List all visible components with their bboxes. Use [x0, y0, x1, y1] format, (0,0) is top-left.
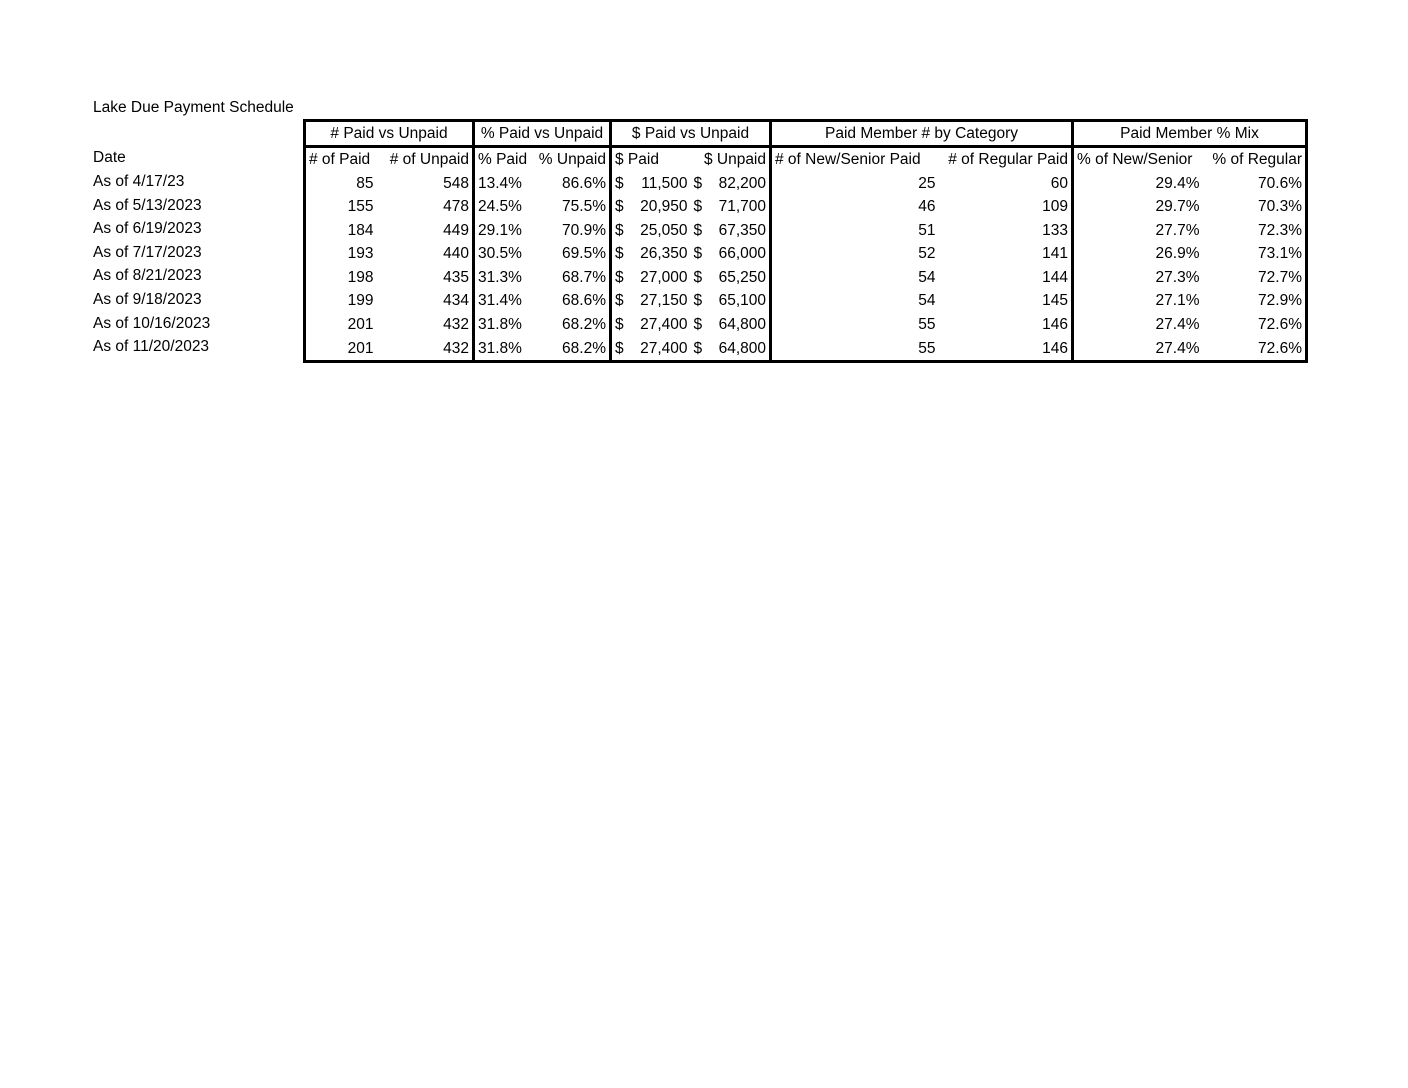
currency-symbol: $	[693, 174, 703, 192]
cell-num-unpaid: 449	[377, 219, 474, 243]
cell-usd-unpaid	[691, 219, 771, 243]
cell-num-paid: 155	[305, 195, 377, 219]
group-percent-header: % Paid vs Unpaid	[474, 121, 611, 147]
cell-pct-new-senior: 27.4%	[1073, 337, 1203, 362]
date-cell: As of 5/13/2023	[93, 196, 202, 214]
cell-num-paid: 85	[305, 172, 377, 196]
cell-new-senior-paid: 54	[771, 289, 939, 313]
group-header-row	[305, 121, 1307, 147]
cell-num-unpaid: 434	[377, 289, 474, 313]
cell-num-paid: 201	[305, 337, 377, 362]
group-count-header: # Paid vs Unpaid	[305, 121, 474, 147]
table-row	[305, 289, 1307, 313]
cell-pct-paid: 31.4%	[474, 289, 532, 313]
cell-usd-paid	[611, 219, 691, 243]
cell-pct-new-senior: 29.4%	[1073, 172, 1203, 196]
cell-usd-unpaid	[691, 313, 771, 337]
cell-pct-unpaid: 68.2%	[532, 337, 611, 362]
cell-usd-unpaid	[691, 172, 771, 196]
cell-new-senior-paid: 54	[771, 266, 939, 290]
date-cell: As of 10/16/2023	[93, 314, 211, 332]
currency-value: 66,000	[718, 245, 766, 263]
cell-new-senior-paid: 46	[771, 195, 939, 219]
payment-table	[303, 119, 1308, 363]
col-new-senior-paid: # of New/Senior Paid	[771, 147, 939, 172]
cell-usd-unpaid	[691, 337, 771, 362]
cell-regular-paid: 145	[939, 289, 1073, 313]
column-header-row	[305, 147, 1307, 172]
col-num-unpaid: # of Unpaid	[377, 147, 474, 172]
cell-usd-unpaid	[691, 242, 771, 266]
date-cell: As of 4/17/23	[93, 173, 185, 190]
cell-pct-paid: 13.4%	[474, 172, 532, 196]
currency-value: 64,800	[718, 316, 766, 334]
table-body	[305, 172, 1307, 362]
table-row	[305, 337, 1307, 362]
cell-num-unpaid: 548	[377, 172, 474, 196]
date-cell: As of 7/17/2023	[93, 243, 202, 261]
currency-symbol: $	[615, 339, 624, 357]
currency-value: 11,500	[641, 174, 688, 192]
cell-pct-paid: 31.3%	[474, 266, 532, 290]
date-cells	[93, 170, 303, 359]
cell-pct-paid: 24.5%	[474, 195, 532, 219]
cell-pct-unpaid: 70.9%	[532, 219, 611, 243]
table-row	[305, 266, 1307, 290]
currency-symbol: $	[615, 245, 624, 263]
col-usd-unpaid: $ Unpaid	[691, 147, 771, 172]
currency-symbol: $	[693, 245, 703, 263]
cell-pct-unpaid: 86.6%	[532, 172, 611, 196]
currency-symbol: $	[693, 316, 703, 334]
currency-value: 27,000	[640, 268, 688, 286]
table-row	[305, 242, 1307, 266]
table-row	[305, 313, 1307, 337]
cell-usd-paid	[611, 289, 691, 313]
cell-num-paid: 193	[305, 242, 377, 266]
currency-value: 65,100	[718, 292, 766, 310]
date-cell: As of 11/20/2023	[93, 338, 210, 356]
cell-regular-paid: 133	[939, 219, 1073, 243]
cell-num-paid: 201	[305, 313, 377, 337]
cell-pct-new-senior: 27.1%	[1073, 289, 1203, 313]
cell-pct-regular: 72.7%	[1203, 266, 1307, 290]
currency-symbol: $	[693, 339, 703, 357]
date-column	[93, 145, 303, 359]
cell-pct-paid: 31.8%	[474, 313, 532, 337]
currency-symbol: $	[693, 268, 703, 286]
cell-num-unpaid: 478	[377, 195, 474, 219]
cell-regular-paid: 60	[939, 172, 1073, 196]
currency-symbol: $	[693, 198, 703, 216]
cell-pct-regular: 72.3%	[1203, 219, 1307, 243]
currency-value: 27,150	[640, 292, 688, 310]
currency-symbol: $	[615, 198, 624, 216]
table-row	[305, 219, 1307, 243]
cell-regular-paid: 146	[939, 313, 1073, 337]
currency-value: 20,950	[640, 198, 688, 216]
currency-value: 65,250	[718, 268, 766, 286]
col-pct-regular: % of Regular	[1203, 147, 1307, 172]
cell-pct-new-senior: 27.7%	[1073, 219, 1203, 243]
cell-regular-paid: 141	[939, 242, 1073, 266]
currency-symbol: $	[615, 268, 624, 286]
cell-new-senior-paid: 51	[771, 219, 939, 243]
group-category-header: Paid Member # by Category	[771, 121, 1073, 147]
cell-pct-regular: 70.3%	[1203, 195, 1307, 219]
cell-pct-unpaid: 69.5%	[532, 242, 611, 266]
currency-symbol: $	[693, 221, 703, 239]
currency-value: 27,400	[640, 316, 688, 334]
currency-symbol: $	[615, 221, 624, 239]
cell-num-paid: 184	[305, 219, 377, 243]
cell-num-unpaid: 432	[377, 313, 474, 337]
cell-pct-regular: 72.6%	[1203, 337, 1307, 362]
col-pct-paid: % Paid	[474, 147, 532, 172]
cell-usd-paid	[611, 172, 691, 196]
cell-pct-unpaid: 68.6%	[532, 289, 611, 313]
cell-usd-unpaid	[691, 289, 771, 313]
cell-pct-new-senior: 26.9%	[1073, 242, 1203, 266]
cell-new-senior-paid: 25	[771, 172, 939, 196]
currency-value: 82,200	[718, 174, 766, 192]
currency-value: 67,350	[718, 221, 766, 239]
cell-usd-unpaid	[691, 195, 771, 219]
cell-num-paid: 199	[305, 289, 377, 313]
date-cell: As of 6/19/2023	[93, 220, 202, 238]
date-cell: As of 8/21/2023	[93, 267, 202, 285]
cell-regular-paid: 109	[939, 195, 1073, 219]
date-cell: As of 9/18/2023	[93, 290, 202, 308]
date-header: Date	[93, 149, 126, 166]
currency-symbol: $	[615, 174, 624, 192]
cell-usd-paid	[611, 313, 691, 337]
cell-pct-regular: 70.6%	[1203, 172, 1307, 196]
cell-pct-unpaid: 75.5%	[532, 195, 611, 219]
cell-pct-regular: 72.9%	[1203, 289, 1307, 313]
cell-usd-paid	[611, 266, 691, 290]
sheet-title: Lake Due Payment Schedule	[93, 99, 294, 116]
currency-value: 27,400	[640, 339, 688, 357]
col-pct-unpaid: % Unpaid	[532, 147, 611, 172]
col-num-paid: # of Paid	[305, 147, 377, 172]
cell-regular-paid: 146	[939, 337, 1073, 362]
cell-pct-regular: 72.6%	[1203, 313, 1307, 337]
cell-usd-unpaid	[691, 266, 771, 290]
currency-value: 26,350	[640, 245, 688, 263]
table-row	[305, 195, 1307, 219]
col-regular-paid: # of Regular Paid	[939, 147, 1073, 172]
cell-new-senior-paid: 52	[771, 242, 939, 266]
cell-pct-unpaid: 68.2%	[532, 313, 611, 337]
cell-pct-new-senior: 29.7%	[1073, 195, 1203, 219]
group-dollars-header: $ Paid vs Unpaid	[611, 121, 771, 147]
cell-pct-regular: 73.1%	[1203, 242, 1307, 266]
cell-pct-unpaid: 68.7%	[532, 266, 611, 290]
group-mix-header: Paid Member % Mix	[1073, 121, 1307, 147]
cell-num-unpaid: 432	[377, 337, 474, 362]
cell-num-paid: 198	[305, 266, 377, 290]
cell-regular-paid: 144	[939, 266, 1073, 290]
currency-value: 25,050	[640, 221, 688, 239]
currency-symbol: $	[693, 292, 703, 310]
cell-new-senior-paid: 55	[771, 313, 939, 337]
col-usd-paid: $ Paid	[611, 147, 691, 172]
cell-pct-paid: 30.5%	[474, 242, 532, 266]
cell-pct-paid: 31.8%	[474, 337, 532, 362]
currency-symbol: $	[615, 292, 624, 310]
cell-usd-paid	[611, 195, 691, 219]
col-pct-new-senior: % of New/Senior	[1073, 147, 1203, 172]
currency-value: 71,700	[718, 198, 766, 216]
cell-new-senior-paid: 55	[771, 337, 939, 362]
cell-num-unpaid: 435	[377, 266, 474, 290]
cell-num-unpaid: 440	[377, 242, 474, 266]
cell-pct-paid: 29.1%	[474, 219, 532, 243]
cell-pct-new-senior: 27.3%	[1073, 266, 1203, 290]
cell-usd-paid	[611, 242, 691, 266]
currency-value: 64,800	[718, 339, 766, 357]
cell-pct-new-senior: 27.4%	[1073, 313, 1203, 337]
cell-usd-paid	[611, 337, 691, 362]
table-row	[305, 172, 1307, 196]
currency-symbol: $	[615, 316, 624, 334]
